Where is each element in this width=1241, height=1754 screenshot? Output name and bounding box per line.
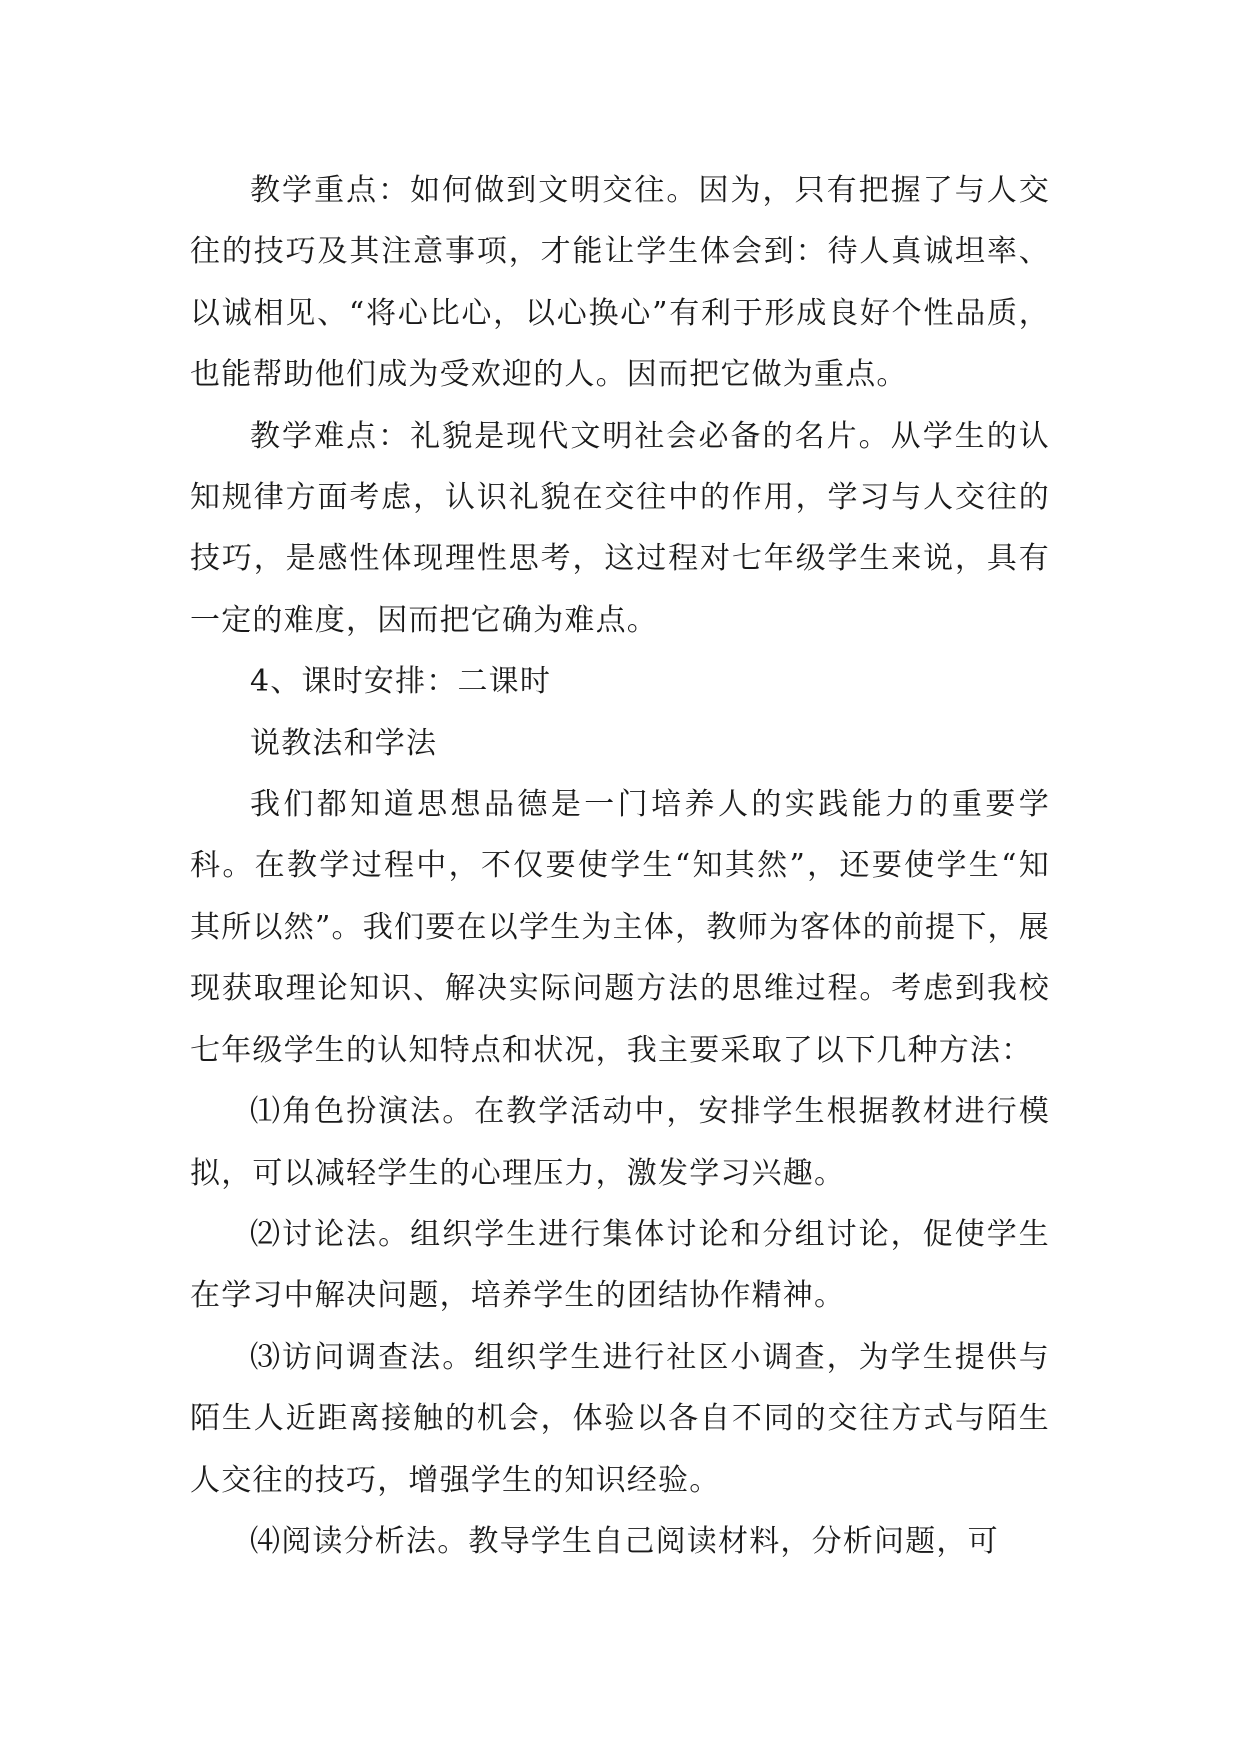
list-item-role-play: ⑴角色扮演法。在教学活动中，安排学生根据教材进行模拟，可以减轻学生的心理压力，激发学习兴趣。 bbox=[190, 1094, 1050, 1191]
paragraph-teaching-focus: 教学重点：如何做到文明交往。因为，只有把握了与人交往的技巧及其注意事项，才能让学生体会到：待人真诚坦率、以诚相见、“将心比心，以心换心”有利于形成良好个性品质，也能帮助他们成为受欢迎的人。因而把它做为重点。 bbox=[190, 173, 1050, 393]
document-body bbox=[190, 160, 1050, 1572]
paragraph-methods-intro: 我们都知道思想品德是一门培养人的实践能力的重要学科。在教学过程中，不仅要使学生“知其然”，还要使学生“知其所以然”。我们要在以学生为主体，教师为客体的前提下，展现获取理论知识、解决实际问题方法的思维过程。考虑到我校七年级学生的认知特点和状况，我主要采取了以下几种方法： bbox=[190, 787, 1050, 1068]
list-item-survey: ⑶访问调查法。组织学生进行社区小调查，为学生提供与陌生人近距离接触的机会，体验以各自不同的交往方式与陌生人交往的技巧，增强学生的知识经验。 bbox=[190, 1339, 1050, 1498]
paragraph-class-hours: 4、课时安排：二课时 bbox=[250, 664, 552, 700]
list-item-discussion: ⑵讨论法。组织学生进行集体讨论和分组讨论，促使学生在学习中解决问题，培养学生的团结协作精神。 bbox=[190, 1216, 1050, 1314]
paragraph-teaching-difficulty: 教学难点：礼貌是现代文明社会必备的名片。从学生的认知规律方面考虑，认识礼貌在交往中的作用，学习与人交往的技巧，是感性体现理性思考，这过程对七年级学生来说，具有一定的难度，因而把它确为难点。 bbox=[190, 418, 1050, 638]
list-item-reading-analysis: ⑷阅读分析法。教导学生自己阅读材料，分析问题，可 bbox=[250, 1523, 999, 1559]
section-heading-methods: 说教法和学法 bbox=[250, 725, 438, 761]
